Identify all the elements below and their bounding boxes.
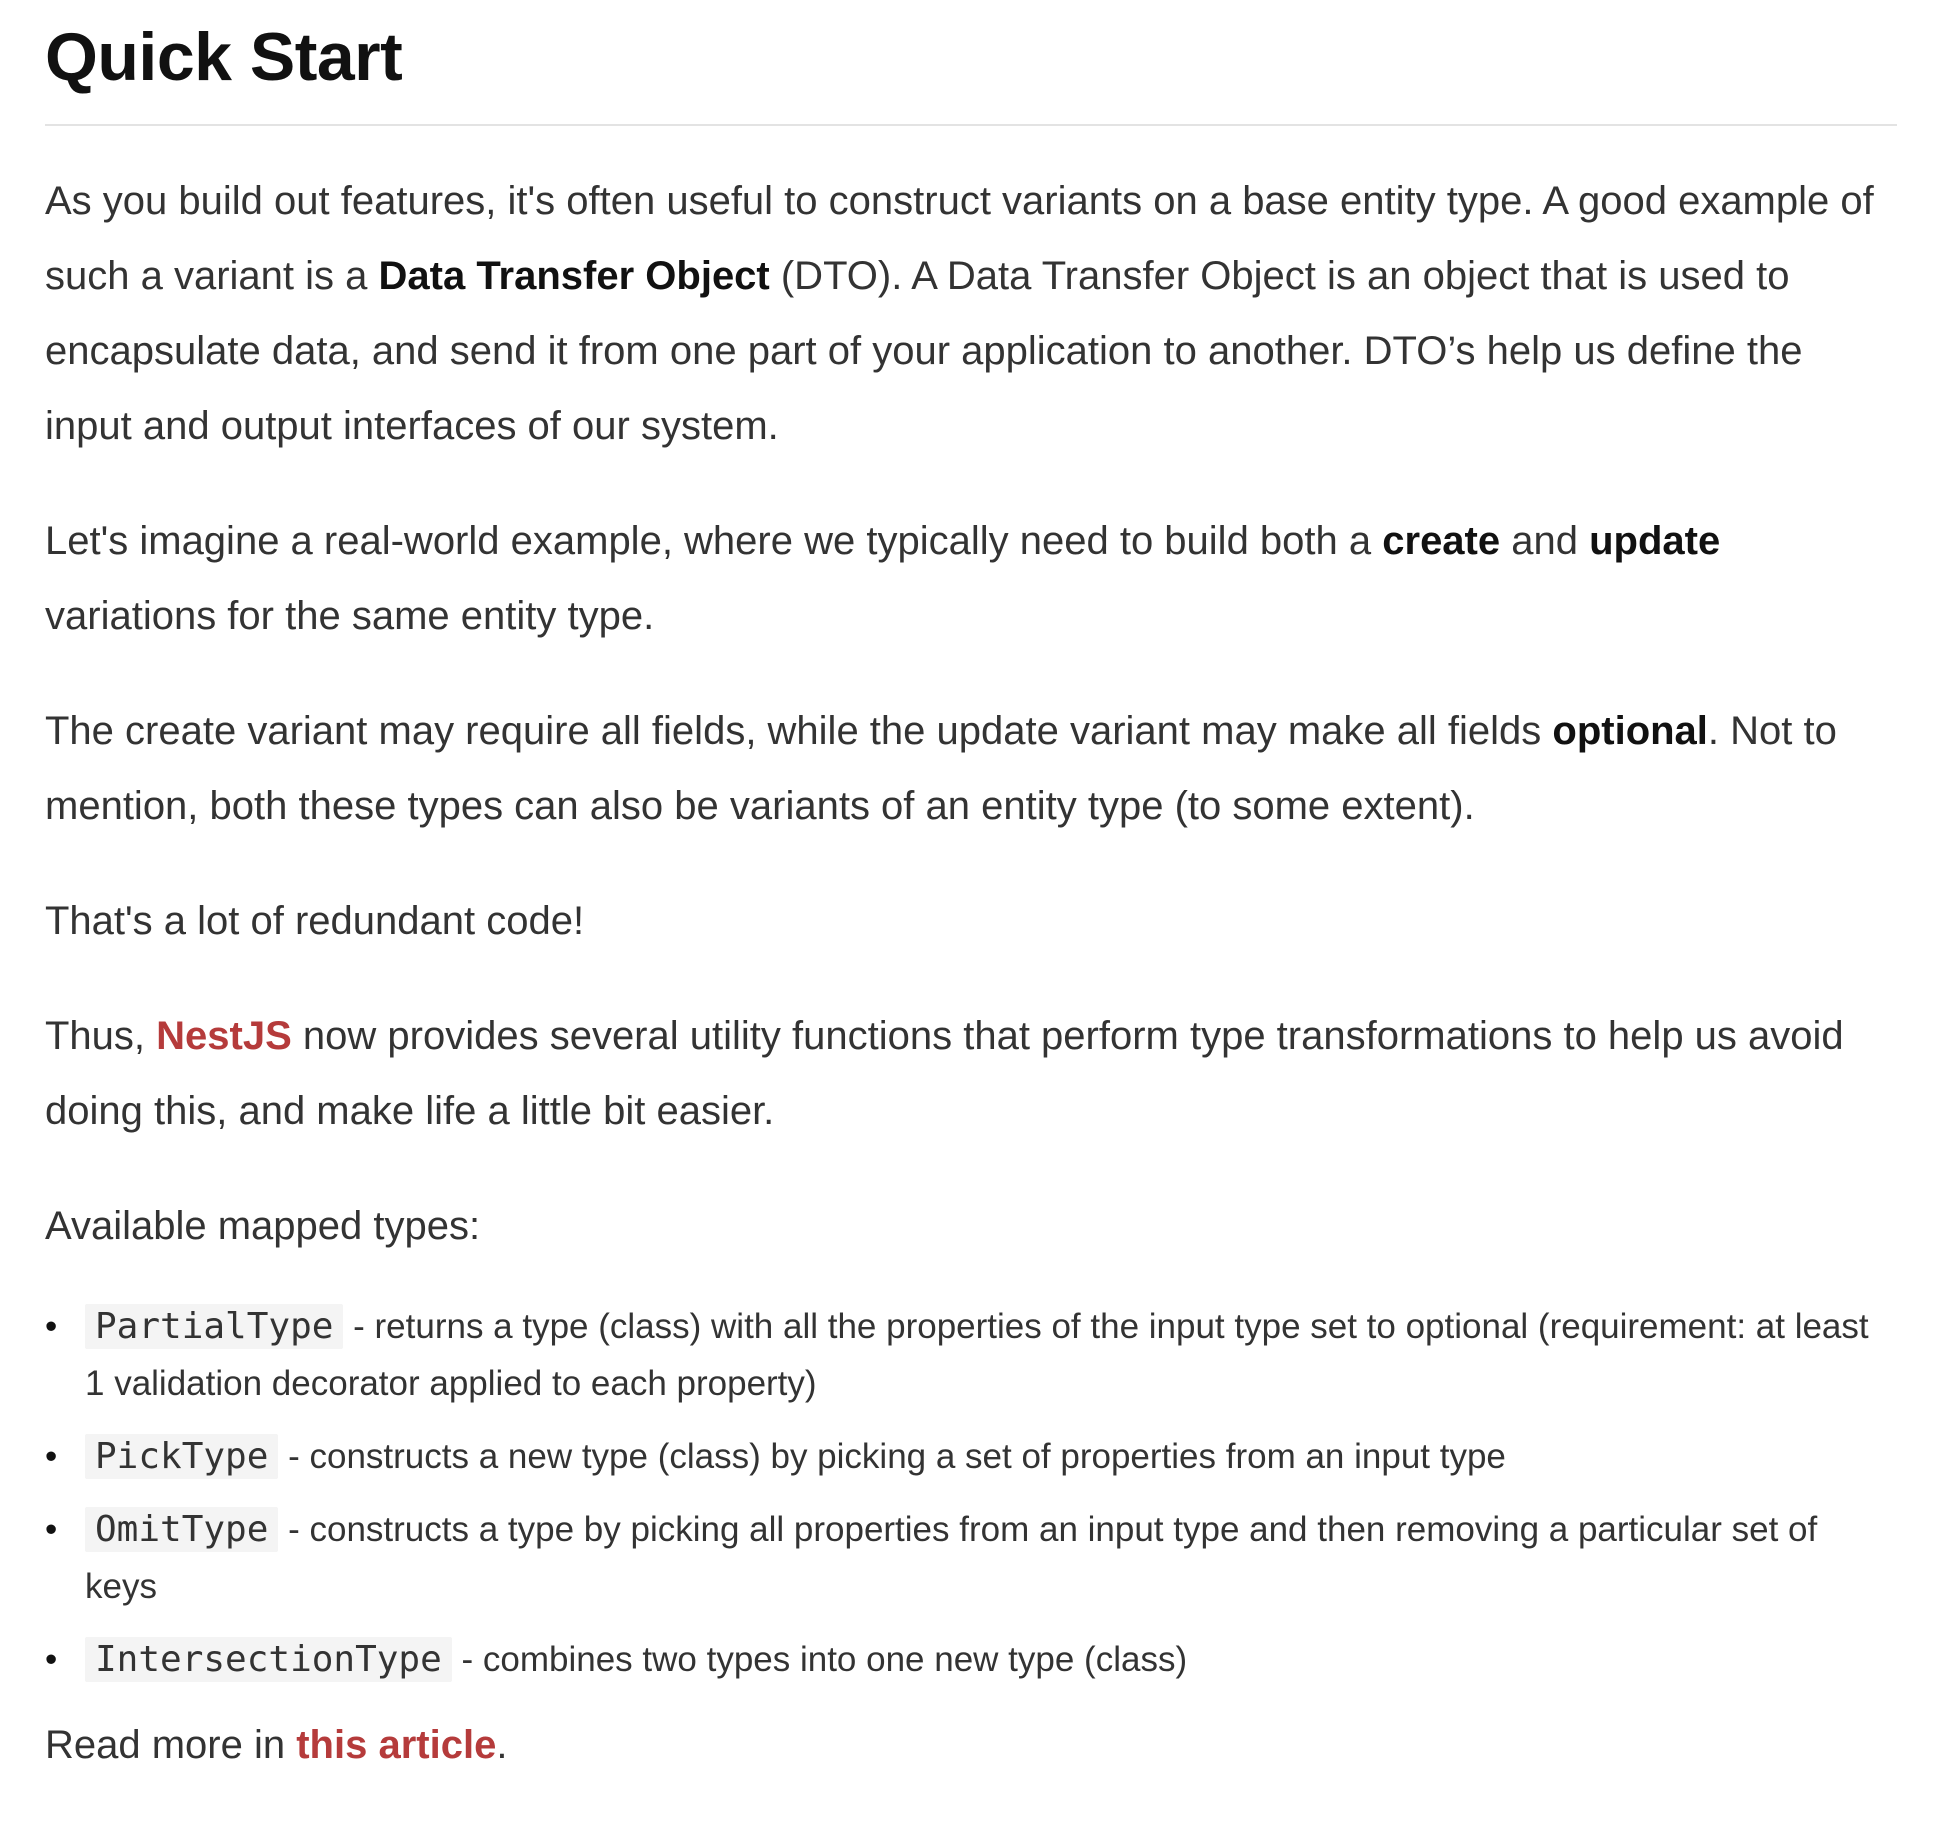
- omit-type-desc: - constructs a type by picking all properties from an input type and then removing a particular set of keys: [85, 1510, 1818, 1606]
- intersection-type-code: IntersectionType: [85, 1637, 452, 1682]
- pick-type-desc: - constructs a new type (class) by picking a set of properties from an input type: [278, 1437, 1506, 1476]
- redundant-paragraph: That's a lot of redundant code!: [45, 899, 585, 943]
- nestjs-paragraph: [45, 999, 1897, 1149]
- update-term: update: [1589, 519, 1721, 563]
- variants-paragraph: [45, 694, 1897, 844]
- heading-divider: [45, 124, 1897, 126]
- example-text-1: Let's imagine a real-world example, where we typically need to build both a: [45, 519, 1383, 563]
- read-more-text-2: .: [496, 1723, 508, 1767]
- read-more-text-1: Read more in: [45, 1723, 297, 1767]
- bullet-icon: •: [45, 1437, 58, 1476]
- variants-text-1: The create variant may require all fields, while the update variant may make all fields: [45, 709, 1553, 753]
- example-text-2: and: [1500, 519, 1590, 563]
- nestjs-link[interactable]: NestJS: [156, 1014, 292, 1058]
- list-item: [45, 1631, 1897, 1688]
- nestjs-text-2: now provides several utility functions that perform type transformations to help us avoid doing this, and make life a little bit easier.: [45, 1014, 1844, 1133]
- bullet-icon: •: [45, 1510, 58, 1549]
- nestjs-text-1: Thus,: [45, 1014, 157, 1058]
- example-paragraph: [45, 504, 1897, 654]
- mapped-types-list: [45, 1298, 1897, 1688]
- mapped-types-intro: Available mapped types:: [45, 1204, 481, 1248]
- list-item: [45, 1501, 1897, 1615]
- omit-type-code: OmitType: [85, 1507, 278, 1552]
- example-text-3: variations for the same entity type.: [45, 594, 655, 638]
- intersection-type-desc: - combines two types into one new type (class): [451, 1640, 1188, 1679]
- dto-term: Data Transfer Object: [378, 254, 770, 298]
- bullet-icon: •: [45, 1307, 58, 1346]
- list-item: [45, 1298, 1897, 1412]
- optional-term: optional: [1552, 709, 1708, 753]
- page-title: Quick Start: [45, 19, 403, 95]
- list-item: [45, 1428, 1897, 1485]
- variants-text-2: . Not to mention, both these types can also be variants of an entity type (to some extent).: [45, 709, 1837, 828]
- intro-text-2: (DTO). A Data Transfer Object is an object that is used to encapsulate data, and send it from one part of your application to another. DTO’s help us define the input and output interfaces of our system.: [45, 254, 1803, 448]
- partial-type-desc: - returns a type (class) with all the properties of the input type set to optional (requirement: at least 1 validation decorator applied to each property): [85, 1307, 1869, 1403]
- intro-paragraph: [45, 164, 1897, 464]
- partial-type-code: PartialType: [85, 1304, 343, 1349]
- pick-type-code: PickType: [85, 1434, 278, 1479]
- intro-text-1: As you build out features, it's often useful to construct variants on a base entity type. A good example of such a variant is a: [45, 179, 1874, 298]
- bullet-icon: •: [45, 1640, 58, 1679]
- article-link[interactable]: this article: [296, 1723, 497, 1767]
- read-more-paragraph: [45, 1708, 1897, 1783]
- create-term: create: [1382, 519, 1501, 563]
